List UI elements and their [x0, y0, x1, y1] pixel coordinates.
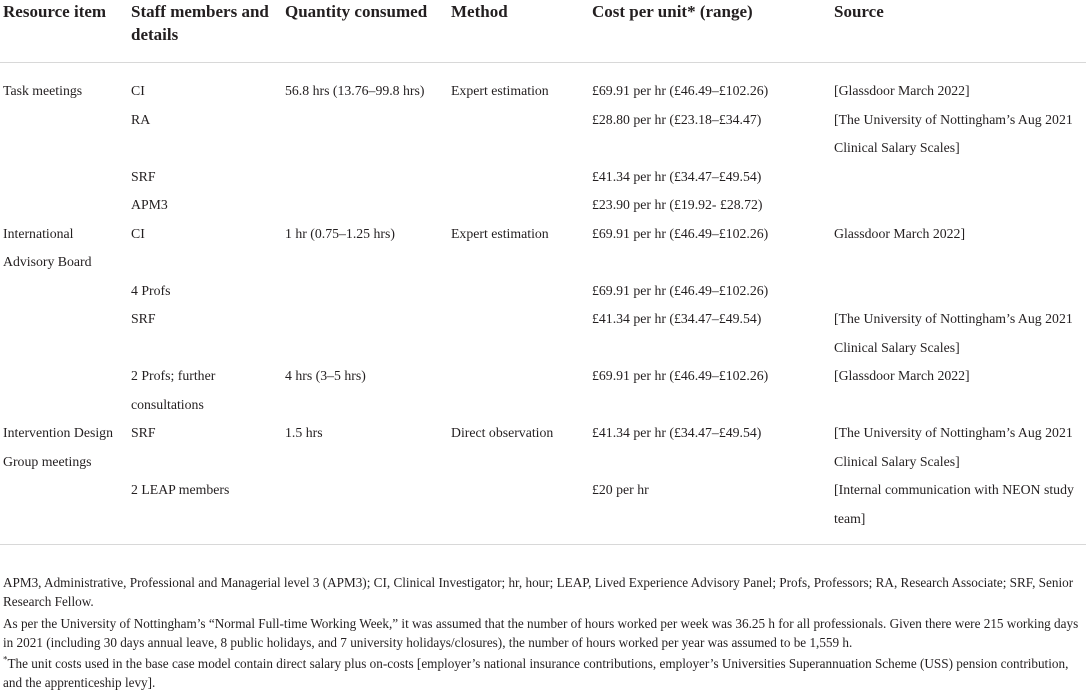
cell-method	[448, 305, 589, 362]
cell-method	[448, 191, 589, 220]
header-quantity: Quantity consumed	[282, 0, 448, 63]
unit-costs-text: The unit costs used in the base case model contain direct salary plus on-costs [employer’s national insurance contributions, employer’s Universities Superannuation Scheme (USS) pension contribution, and the apprenticeship levy].	[3, 656, 1069, 691]
cell-cost: £20 per hr	[592, 482, 649, 497]
table-body	[0, 63, 1086, 545]
cell-method: Expert estimation	[451, 225, 549, 241]
cell-resource: Task meetings	[3, 83, 83, 98]
cell-quantity: 1.5 hrs	[285, 425, 323, 440]
cell-cost: £41.34 per hr (£34.47–£49.54)	[592, 425, 762, 440]
cell-source: [Internal communication with NEON study team]	[834, 482, 1074, 526]
cell-staff: SRF	[131, 425, 156, 440]
table-header	[0, 0, 1086, 63]
asterisk-marker: *	[3, 654, 8, 665]
cell-quantity	[282, 277, 448, 306]
header-cost: Cost per unit* (range)	[589, 0, 831, 63]
cell-source: [Glassdoor March 2022]	[834, 368, 970, 383]
cell-source	[831, 191, 1086, 220]
cell-method	[448, 106, 589, 163]
unit-costs-note	[3, 654, 1087, 693]
cell-staff: RA	[131, 111, 151, 127]
cell-method	[448, 362, 589, 419]
cell-quantity	[282, 476, 448, 545]
cell-resource: Intervention Design Group meetings	[3, 425, 113, 469]
cell-source: Glassdoor March 2022]	[834, 225, 966, 241]
cell-cost: £69.91 per hr (£46.49–£102.26)	[592, 225, 769, 241]
cell-resource	[0, 305, 128, 362]
cell-staff: CI	[131, 225, 145, 241]
cell-staff: SRF	[131, 168, 156, 184]
cell-resource	[0, 106, 128, 163]
working-hours-note: As per the University of Nottingham’s “Normal Full-time Working Week,” it was assumed that the number of hours worked per week was 36.25 h for all professionals. Given there were 215 working days in 2021 (including 30 days annual leave, 8 public holidays, and 7 university holidays/closures), the number of hours worked per year was assumed to be 1,559 h.	[3, 615, 1079, 650]
cell-staff: 2 LEAP members	[131, 482, 230, 497]
table-row	[0, 277, 1086, 306]
cell-resource	[0, 277, 128, 306]
abbreviations-note: APM3, Administrative, Professional and Managerial level 3 (APM3); CI, Clinical Investigator; hr, hour; LEAP, Lived Experience Advisory Panel; Profs, Professors; RA, Research Associate; SRF, Senior Research Fellow.	[3, 575, 1074, 610]
cell-source: [The University of Nottingham’s Aug 2021 Clinical Salary Scales]	[834, 425, 1073, 469]
header-staff: Staff members and details	[128, 0, 282, 63]
header-method: Method	[448, 0, 589, 63]
cell-quantity	[282, 191, 448, 220]
cell-method: Expert estimation	[451, 83, 549, 98]
cell-staff: CI	[131, 83, 145, 98]
table-row	[0, 419, 1086, 476]
cell-cost: £69.91 per hr (£46.49–£102.26)	[592, 282, 769, 298]
cell-cost: £41.34 per hr (£34.47–£49.54)	[592, 168, 762, 184]
cell-source	[831, 277, 1086, 306]
cell-cost: £69.91 per hr (£46.49–£102.26)	[592, 83, 769, 98]
cell-quantity	[282, 163, 448, 192]
cell-resource	[0, 362, 128, 419]
cell-cost: £23.90 per hr (£19.92- £28.72)	[592, 197, 763, 212]
cell-quantity	[282, 106, 448, 163]
cell-source	[831, 163, 1086, 192]
cell-quantity	[282, 305, 448, 362]
header-resource-item: Resource item	[0, 0, 128, 63]
cell-quantity: 4 hrs (3–5 hrs)	[285, 368, 366, 383]
cell-quantity: 56.8 hrs (13.76–99.8 hrs)	[285, 83, 425, 98]
cell-staff: APM3	[131, 197, 168, 212]
table-row	[0, 362, 1086, 419]
table-footnotes	[3, 573, 1087, 693]
cell-resource	[0, 476, 128, 545]
cell-cost: £69.91 per hr (£46.49–£102.26)	[592, 368, 769, 383]
cell-cost: £41.34 per hr (£34.47–£49.54)	[592, 311, 762, 326]
header-row	[0, 0, 1086, 63]
cell-source: [Glassdoor March 2022]	[834, 83, 970, 98]
table-row	[0, 63, 1086, 106]
cell-method	[448, 476, 589, 545]
table-row	[0, 191, 1086, 220]
cell-method	[448, 163, 589, 192]
cell-cost: £28.80 per hr (£23.18–£34.47)	[592, 111, 762, 127]
cell-staff: 4 Profs	[131, 282, 171, 298]
cell-source: [The University of Nottingham’s Aug 2021 Clinical Salary Scales]	[834, 111, 1073, 155]
cell-resource: International Advisory Board	[3, 225, 92, 269]
table-row	[0, 106, 1086, 163]
header-source: Source	[831, 0, 1086, 63]
cell-quantity: 1 hr (0.75–1.25 hrs)	[285, 225, 395, 241]
cell-resource	[0, 163, 128, 192]
cell-resource	[0, 191, 128, 220]
cell-method	[448, 277, 589, 306]
cell-method: Direct observation	[451, 425, 554, 440]
cell-staff: SRF	[131, 311, 156, 326]
cell-staff: 2 Profs; further consultations	[131, 368, 216, 412]
table-row	[0, 476, 1086, 545]
table-row	[0, 220, 1086, 277]
table-row	[0, 163, 1086, 192]
table-row	[0, 305, 1086, 362]
cell-source: [The University of Nottingham’s Aug 2021 Clinical Salary Scales]	[834, 311, 1073, 355]
